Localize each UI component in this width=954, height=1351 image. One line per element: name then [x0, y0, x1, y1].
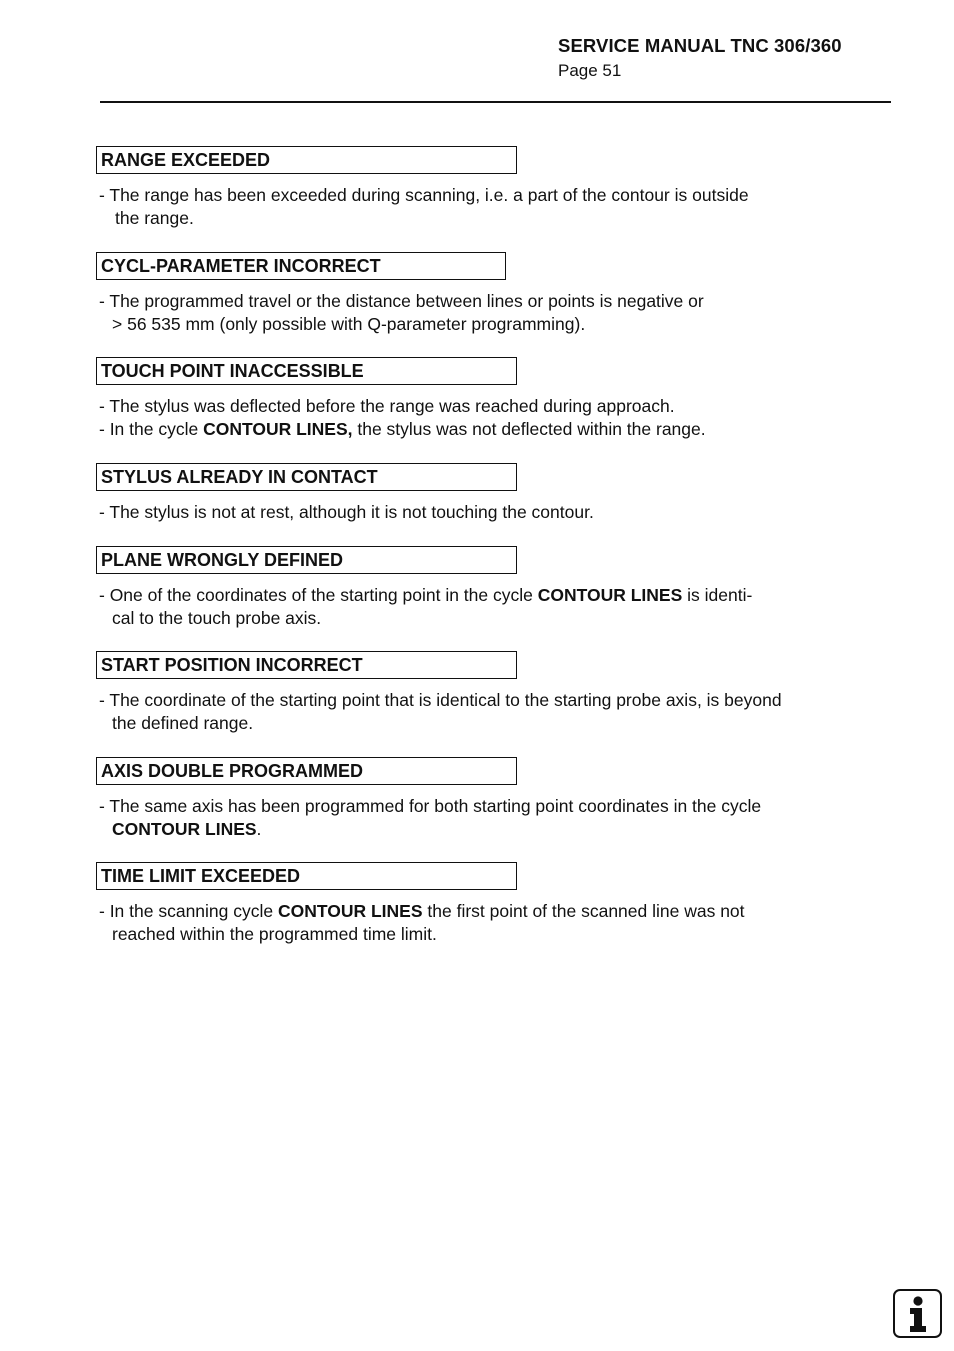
description-line: the defined range. [112, 713, 254, 733]
description-line: - The same axis has been programmed for both starting point coordinates in the cycle [99, 796, 762, 816]
cycle-name: CONTOUR LINES [537, 585, 683, 605]
error-entry-stylus-already-in-contact [96, 463, 594, 524]
description-line [99, 418, 706, 441]
error-description [99, 184, 749, 230]
text-span: the stylus was not deflected within the range. [352, 419, 706, 439]
description-line: reached within the programmed time limit. [112, 924, 437, 944]
text-span: . [256, 819, 262, 839]
description-line: the range. [115, 208, 194, 228]
description-line [99, 900, 745, 923]
error-title: TIME LIMIT EXCEEDED [96, 862, 517, 890]
error-description [99, 290, 704, 336]
error-description [99, 395, 706, 441]
description-line: cal to the touch probe axis. [112, 608, 322, 628]
error-title: RANGE EXCEEDED [96, 146, 517, 174]
page-number: Page 51 [558, 61, 622, 80]
description-line: - The coordinate of the starting point that is identical to the starting probe axis, is beyond [99, 690, 782, 710]
cycle-name: CONTOUR LINES [112, 819, 257, 839]
error-title: START POSITION INCORRECT [96, 651, 517, 679]
page-header [558, 35, 842, 81]
description-line: - The programmed travel or the distance between lines or points is negative or [99, 291, 704, 311]
error-title: STYLUS ALREADY IN CONTACT [96, 463, 517, 491]
error-entry-axis-double-programmed [96, 757, 761, 841]
text-span: is identi- [682, 585, 753, 605]
description-line [99, 584, 752, 607]
error-entry-touch-point-inaccessible [96, 357, 706, 441]
description-line: - The range has been exceeded during scanning, i.e. a part of the contour is outside [99, 185, 749, 205]
error-description [99, 795, 761, 841]
error-title: PLANE WRONGLY DEFINED [96, 546, 517, 574]
error-entry-time-limit-exceeded [96, 862, 745, 946]
error-entry-start-position-incorrect [96, 651, 782, 735]
error-entry-plane-wrongly-defined [96, 546, 752, 630]
description-line: - The stylus was deflected before the range was reached during approach. [99, 396, 675, 416]
error-title: AXIS DOUBLE PROGRAMMED [96, 757, 517, 785]
error-description [99, 689, 782, 735]
cycle-name: CONTOUR LINES, [203, 419, 353, 439]
error-description [99, 584, 752, 630]
text-span: - One of the coordinates of the starting point in the cycle [99, 585, 538, 605]
text-span: the first point of the scanned line was not [422, 901, 745, 921]
error-entry-range-exceeded [96, 146, 749, 230]
description-line [99, 818, 761, 841]
info-icon [893, 1289, 942, 1338]
error-title: TOUCH POINT INACCESSIBLE [96, 357, 517, 385]
info-glyph [895, 1291, 940, 1336]
error-title: CYCL-PARAMETER INCORRECT [96, 252, 506, 280]
cycle-name: CONTOUR LINES [277, 901, 423, 921]
description-line: - The stylus is not at rest, although it is not touching the contour. [99, 502, 594, 522]
header-divider [100, 101, 891, 103]
error-description [99, 501, 594, 524]
text-span: - In the cycle [99, 419, 204, 439]
text-span: - In the scanning cycle [99, 901, 278, 921]
error-entry-cycl-parameter-incorrect [96, 252, 704, 336]
description-line: > 56 535 mm (only possible with Q-parameter programming). [112, 314, 586, 334]
manual-title: SERVICE MANUAL TNC 306/360 [558, 35, 842, 56]
error-description [99, 900, 745, 946]
